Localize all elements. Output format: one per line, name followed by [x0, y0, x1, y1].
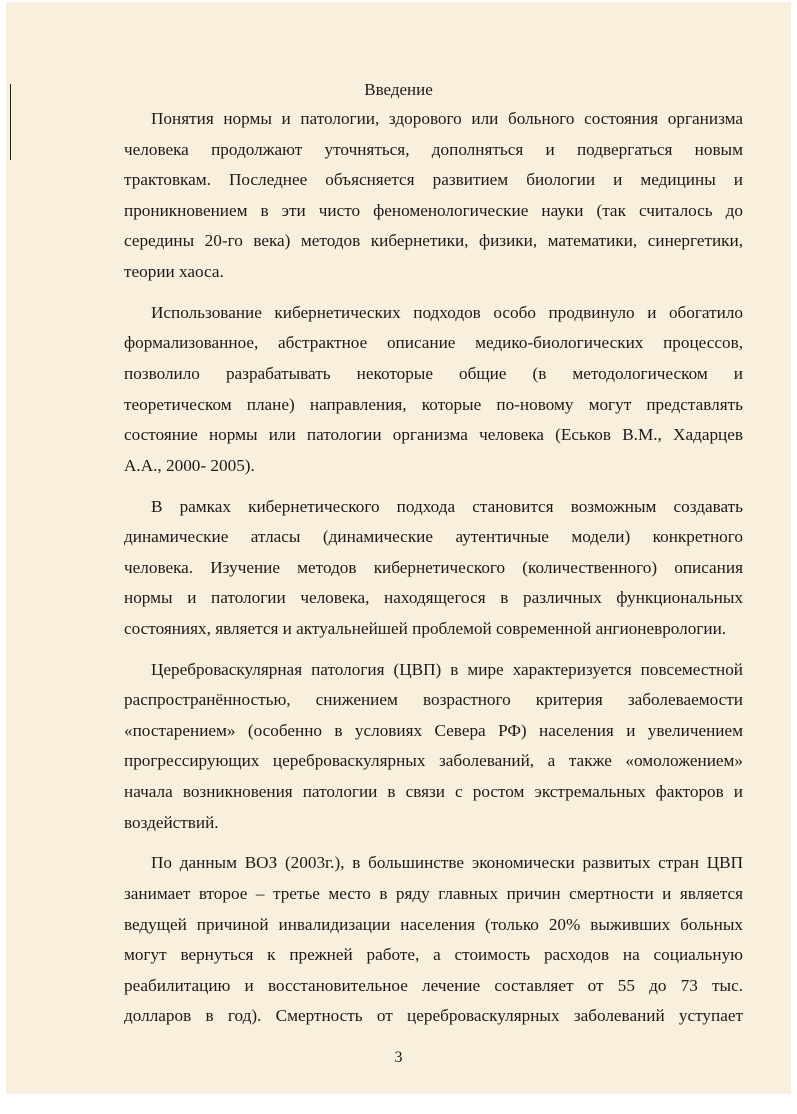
text-line: Использование кибернетических подходов особо продвинуло и обогатило [151, 302, 743, 322]
text-line: человека. Изучение методов кибернетического (количественного) описания [124, 557, 743, 577]
document-body [97, 104, 743, 1042]
paragraph-4 [97, 655, 743, 839]
text-line: трактовкам. Последнее объясняется развитием биологии и медицины и [124, 170, 743, 190]
text-line: динамические атласы (динамические аутентичные модели) конкретного [124, 527, 743, 547]
text-line: А.А., 2000- 2005). [124, 455, 255, 475]
text-line: «постарением» (особенно в условиях Севера РФ) населения и увеличением [124, 720, 743, 740]
text-line: состояниях, является и актуальнейшей проблемой современной ангионеврологии. [124, 618, 727, 638]
page-number: 3 [394, 1049, 403, 1066]
text-line: Цереброваскулярная патология (ЦВП) в мире характеризуется повсеместной [151, 659, 743, 679]
text-line: середины 20-го века) методов кибернетики, физики, математики, синергетики, [124, 231, 743, 251]
text-line: проникновением в эти чисто феноменологические науки (так считалось до [124, 200, 743, 220]
text-line: По данным ВОЗ (2003г.), в большинстве экономически развитых стран ЦВП [151, 853, 743, 873]
text-line: человека продолжают уточняться, дополняться и подвергаться новым [124, 139, 743, 159]
text-line: состояние нормы или патологии организма человека (Еськов В.М., Хадарцев [124, 425, 743, 445]
text-line: Понятия нормы и патологии, здорового или больного состояния организма [151, 109, 743, 128]
text-line: позволило разрабатывать некоторые общие (в методологическом и [124, 363, 743, 383]
text-line: могут вернуться к прежней работе, а стоимость расходов на социальную [124, 945, 743, 965]
section-title: Введение [364, 80, 433, 99]
text-line: распространённостью, снижением возрастного критерия заболеваемости [124, 690, 743, 710]
text-line: ведущей причиной инвалидизации населения (только 20% выживших больных [124, 914, 743, 934]
document-page [6, 2, 791, 1094]
text-line: начала возникновения патологии в связи с ростом экстремальных факторов и [124, 782, 743, 802]
text-line: занимает второе – третье место в ряду главных причин смертности и является [124, 884, 743, 903]
text-line: теории хаоса. [124, 261, 224, 281]
text-line: воздействий. [124, 812, 219, 832]
text-line: формализованное, абстрактное описание медико-биологических процессов, [124, 333, 743, 353]
paragraph-2 [97, 298, 743, 482]
paragraph-1 [97, 104, 743, 288]
text-line: нормы и патологии человека, находящегося в различных функциональных [124, 588, 743, 608]
text-line: реабилитацию и восстановительное лечение составляет от 55 до 73 тыс. [124, 975, 743, 995]
text-line: прогрессирующих цереброваскулярных заболеваний, а также «омоложением» [124, 751, 743, 771]
text-line: В рамках кибернетического подхода становится возможным создавать [151, 496, 743, 516]
text-line: долларов в год). Смертность от цереброваскулярных заболеваний уступает [124, 1006, 743, 1026]
paragraph-5 [97, 848, 743, 1032]
paragraph-3 [97, 492, 743, 645]
text-line: теоретическом плане) направления, которые по-новому могут представлять [124, 394, 743, 414]
